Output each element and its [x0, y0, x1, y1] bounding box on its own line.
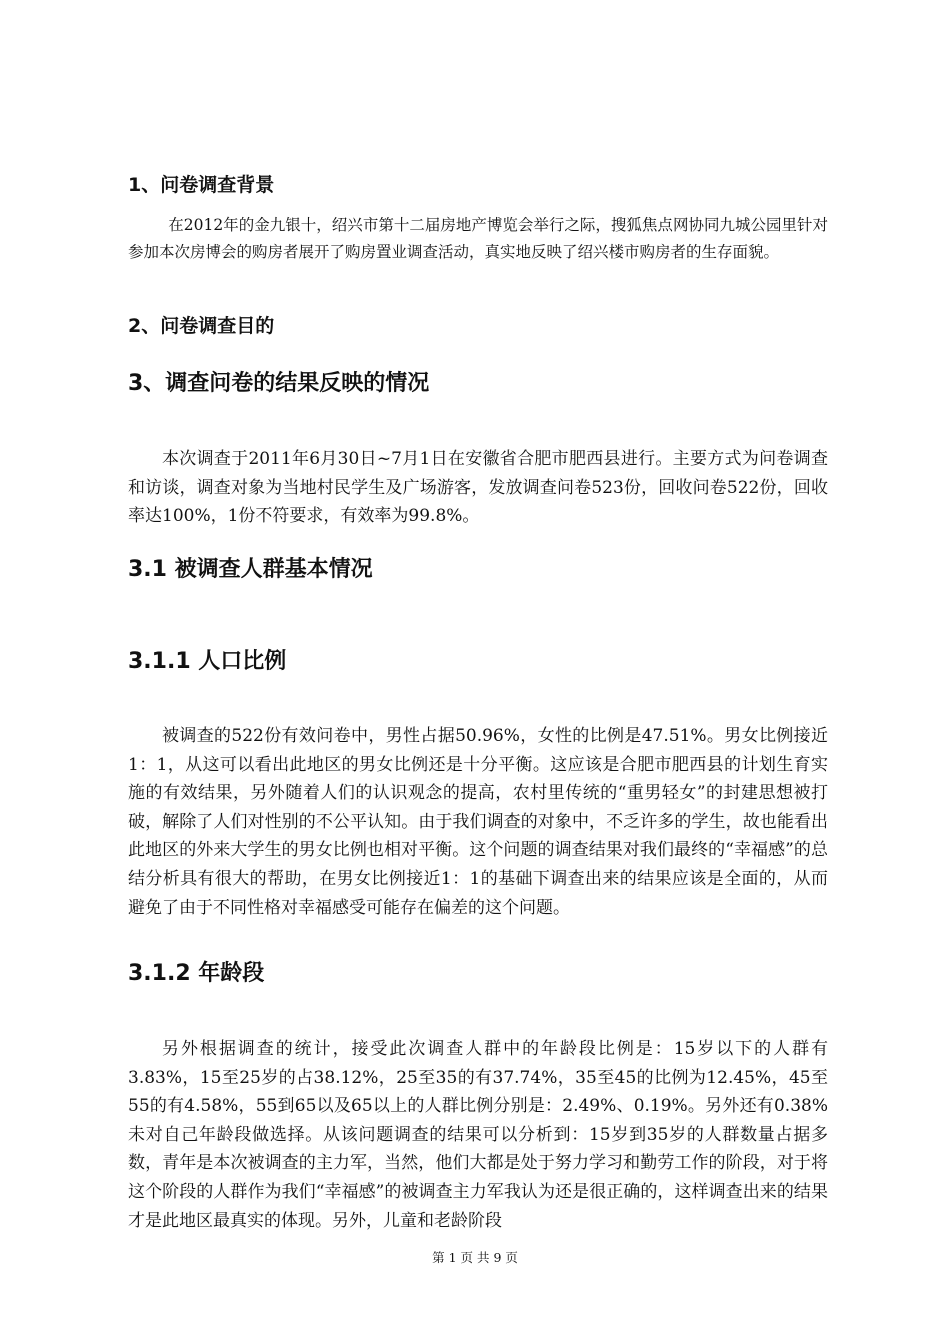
- section-heading-age-group: 3.1.2 年龄段: [128, 961, 265, 986]
- paragraph-background: 在2012年的金九银十，绍兴市第十二届房地产博览会举行之际，搜狐焦点网协同九城公园里针对参加本次房博会的购房者展开了购房置业调查活动，真实地反映了绍兴楼市购房者的生存面貌。: [128, 216, 828, 261]
- section-heading-results: 3、调查问卷的结果反映的情况: [128, 371, 430, 396]
- section-heading-population-ratio: 3.1.1 人口比例: [128, 649, 287, 674]
- section-heading-purpose: 2、问卷调查目的: [128, 315, 275, 337]
- section-heading-basic-info: 3.1 被调查人群基本情况: [128, 557, 373, 582]
- paragraph-survey-overview: 本次调查于2011年6月30日~7月1日在安徽省合肥市肥西县进行。主要方式为问卷调查和访谈，调查对象为当地村民学生及广场游客，发放调查问卷523份，回收问卷522份，回收率达100%，1份不符要求，有效率为99.8%。: [128, 449, 828, 527]
- page-footer: 第 1 页 共 9 页: [432, 1250, 518, 1265]
- section-heading-background: 1、问卷调查背景: [128, 174, 275, 196]
- paragraph-age-group: 另外根据调查的统计，接受此次调查人群中的年龄段比例是：15岁以下的人群有3.83%，15至25岁的占38.12%，25至35的有37.74%，35至45的比例为12.45%，45至55的有4.58%，55到65以及65以上的人群比例分别是：2.49%、0.19%。另外还有0.38%未对自己年龄段做选择。从该问题调查的结果可以分析到：15岁到35岁的人群数量占据多数，青年是本次被调查的主力军，当然，他们大都是处于努力学习和勤劳工作的阶段，对于将这个阶段的人群作为我们“幸福感”的被调查主力军我认为还是很正确的，这样调查出来的结果才是此地区最真实的体现。另外，儿童和老龄阶段: [128, 1039, 828, 1231]
- paragraph-population-ratio: 被调查的522份有效问卷中，男性占据50.96%，女性的比例是47.51%。男女比例接近1：1，从这可以看出此地区的男女比例还是十分平衡。这应该是合肥市肥西县的计划生育实施的有效结果，另外随着人们的认识观念的提高，农村里传统的“重男轻女”的封建思想被打破，解除了人们对性别的不公平认知。由于我们调查的对象中，不乏许多的学生，故也能看出此地区的外来大学生的男女比例也相对平衡。这个问题的调查结果对我们最终的“幸福感”的总结分析具有很大的帮助，在男女比例接近1：1的基础下调查出来的结果应该是全面的，从而避免了由于不同性格对幸福感受可能存在偏差的这个问题。: [128, 726, 828, 918]
